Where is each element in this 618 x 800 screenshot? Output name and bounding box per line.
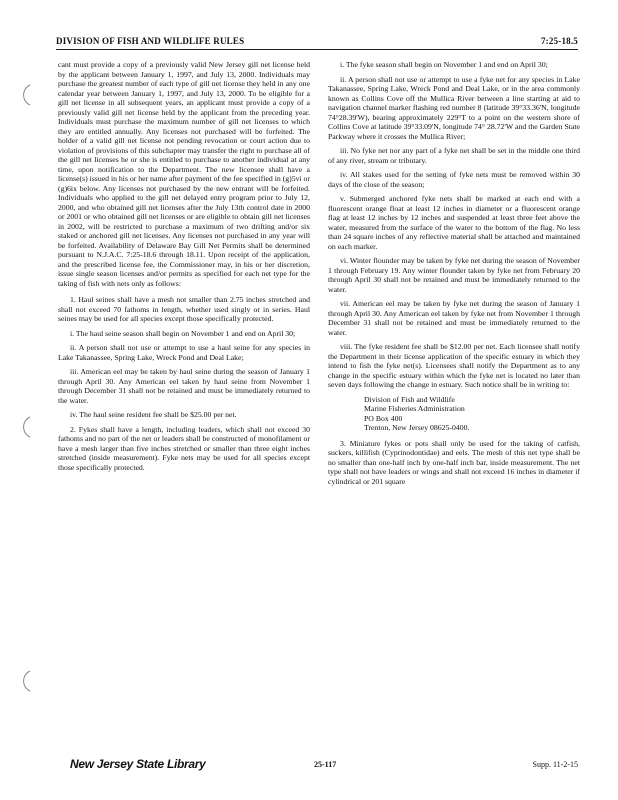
paragraph-fyke-markers: v. Submerged anchored fyke nets shall be marked at each end with a fluorescent orange float at least 12 inches in diameter or a fluorescent orange flag at least 12 inches by 12 inches and suspended at least three feet above the water, measured from the surface of the water to the bottom of the flag. No less than 24 square inches of any reflective material shall be attached and maintained on each marker. <box>328 194 580 251</box>
running-header <box>56 36 578 50</box>
paragraph-intro: cant must provide a copy of a previously valid New Jersey gill net license held by the applicant between January 1, 1997, and July 13, 2000. Individuals may purchase the greatest number of each type of gill net license they held in any one calendar year between January 1, 1997, and July 13, 2000. To be eligible for a gill net license in all subsequent years, an applicant must provide a copy of a previously valid gill net license held by the applicant from the preceding year. Individuals must purchase the maximum number of gill net licenses to which they are entitled annually. Any licenses not purchased will be forfeited. The holder of a valid gill net license not pending revocation or court action due to violation of provisions of this subchapter may transfer the right to purchase all of the gill net licenses he or she is entitled to purchase to another individual at any time, upon notification to the Department. The new licensee shall have a license(s) issued in his or her name after payment of the fee specified in (g)5vi or (g)6ix below. Any licenses not purchased by the new entrant will be forfeited. Individuals who applied to the gill net delayed entry program prior to July 12, 2000, and who obtained gill net licenses after the July 13th control date in 2000 or 2001 or who obtained gill net licenses or are eligible to obtain gill net licenses in 2002, will be restricted to purchase a maximum of two drifting and/or six staked or anchored gill net licenses. Any licenses not purchased in any year will be forfeited. Availability of Delaware Bay Gill Net Permits shall be determined pursuant to N.J.A.C. 7:25-18.6 through 18.11. Upon receipt of the application, and the prescribed license fee, the Commissioner may, in his or her discretion, issue single season licenses and/or permits as specified for each net type for the taking of fish with nets only as follows: <box>58 60 310 288</box>
paragraph-haul-prohibited-waters: ii. A person shall not use or attempt to use a haul seine for any species in Lake Takanassee, Spring Lake, Wreck Pond and Deal Lake; <box>58 343 310 362</box>
address-line: Trenton, New Jersey 08625-0400. <box>364 423 470 432</box>
address-line: Marine Fisheries Administration <box>364 404 465 413</box>
paragraph-fyke-stakes: iv. All stakes used for the setting of fyke nets must be removed within 30 days of the close of the season; <box>328 170 580 189</box>
paragraph-fyke-river-middle: iii. No fyke net nor any part of a fyke net shall be set in the middle one third of any river, stream or tributary. <box>328 146 580 165</box>
paragraph-haul-season: i. The haul seine season shall begin on November 1 and end on April 30; <box>70 328 296 338</box>
page-number: 25-117 <box>314 760 337 769</box>
paragraph-fyke-winter-flounder: vi. Winter flounder may be taken by fyke net during the season of November 1 through February 19. Any winter flounder taken by fyke net from February 20 through April 30 shall not be retained and must be immediately returned to the water. <box>328 256 580 294</box>
right-column <box>328 60 580 491</box>
paragraph-fyke-season: i. The fyke season shall begin on November 1 and end on April 30; <box>340 60 548 69</box>
address-line: Division of Fish and Wildlife <box>364 394 455 404</box>
binder-hole-mark <box>10 82 36 108</box>
binder-hole-mark <box>10 668 36 694</box>
header-section-number: 7:25-18.5 <box>540 36 578 46</box>
paragraph-fyke-american-eel: vii. American eel may be taken by fyke net during the season of January 1 through April 30. Any American eel taken by fyke net from November 1 through December 31 shall not be retained and must be immediately returned to the water. <box>328 299 580 337</box>
supplement-date: Supp. 11-2-15 <box>532 760 578 769</box>
binder-hole-mark <box>10 414 36 440</box>
library-stamp: New Jersey State Library <box>70 757 206 771</box>
paragraph-miniature-fykes: 3. Miniature fykes or pots shall only be used for the taking of catfish, suckers, killifish (Cyprinodontidae) and eels. The mesh of this net type shall be no smaller than one-half inch by one-half inch bar, inside measurement. The net type shall not have leaders or wings and shall not exceed 16 inches in diameter if cylindrical or 201 square <box>328 438 580 486</box>
paragraph-fyke-prohibited-waters: ii. A person shall not use or attempt to use a fyke net for any species in Lake Takanassee, Spring Lake, Wreck Pond and Deal Lake, or in the area commonly known as Collins Cove off the Mullica River between a line starting at aid to navigation channel marker flashing red number 8 (latitude 39°33.36'N, longitude 74°28.39'W), bearing approximately 229°T to a point on the western shore of Collins Cove at latitude 39°33.09'N, longitude 74° 28.72'W and the Garden State Parkway where it crosses the Mullica River; <box>328 74 580 141</box>
left-column <box>58 60 310 477</box>
paragraph-haul-fee: iv. The haul seine resident fee shall be $25.00 per net. <box>70 410 237 419</box>
mailing-address <box>364 395 580 433</box>
paragraph-haul-seines: 1. Haul seines shall have a mesh not smaller than 2.75 inches stretched and shall not exceed 70 fathoms in length, whether used singly or in series. Haul seines may be used for all species except those specifically protected. <box>58 295 310 323</box>
address-line: PO Box 400 <box>364 413 403 423</box>
paragraph-haul-american-eel: iii. American eel may be taken by haul seine during the season of January 1 through April 30. Any American eel taken by haul seine from November 1 through December 31 shall not be retained and must be immediately returned to the water. <box>58 367 310 405</box>
paragraph-fyke-fee: viii. The fyke resident fee shall be $12.00 per net. Each licensee shall notify the Department in their license application of the specific estuary in which they intend to fish the fyke net(s). Licensees shall notify the Department as to any change in the specific estuary within which the fyke net is located no later than seven days following the change in estuary. Such notice shall be in writing to: <box>328 342 580 389</box>
header-title: DIVISION OF FISH AND WILDLIFE RULES <box>56 36 245 46</box>
paragraph-fykes: 2. Fykes shall have a length, including leaders, which shall not exceed 30 fathoms and no part of the net or leaders shall be constructed of monofilament or have a mesh larger than five inches stretched or smaller than three eight inches stretched (inside measurement). Fyke nets may be used for all species except those specifically protected. <box>58 424 310 472</box>
